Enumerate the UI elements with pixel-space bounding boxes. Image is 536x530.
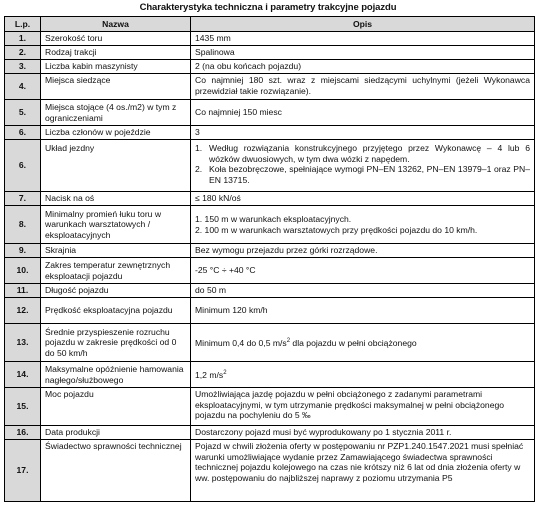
row-number: 4. bbox=[5, 74, 41, 100]
table-row bbox=[5, 46, 535, 60]
deceleration-exponent: 2 bbox=[223, 370, 227, 377]
row-description: Dostarczony pojazd musi być wyprodukowany po 1 stycznia 2011 r. bbox=[191, 426, 535, 440]
row-number: 13. bbox=[5, 324, 41, 362]
table-row bbox=[5, 126, 535, 140]
row-description: 2 (na obu końcach pojazdu) bbox=[191, 60, 535, 74]
acceleration-exponent: 2 bbox=[286, 338, 291, 345]
row-description: 1435 mm bbox=[191, 32, 535, 46]
row-name: Szerokość toru bbox=[41, 32, 191, 46]
table-title: Charakterystyka techniczna i parametry trakcyjne pojazdu bbox=[139, 2, 397, 13]
row-name: Nacisk na oś bbox=[41, 192, 191, 206]
acceleration-suffix: dla pojazdu w pełni obciążonego bbox=[290, 338, 417, 349]
row-description: ≤ 180 kN/oś bbox=[191, 192, 535, 206]
table-row bbox=[5, 426, 535, 440]
row-description: Minimum 120 km/h bbox=[191, 298, 535, 324]
table-row bbox=[5, 440, 535, 502]
list-item-text: Koła bezobręczowe, spełniające wymogi PN–EN 13262, PN–EN 13979–1 oraz PN–EN 13715. bbox=[209, 164, 530, 185]
radius-line: 1. 150 m w warunkach eksploatacyjnych. bbox=[195, 213, 352, 224]
row-name: Minimalny promień łuku toru w warunkach warsztatowych / eksploatacyjnych bbox=[41, 206, 191, 244]
row-name: Świadectwo sprawności technicznej bbox=[41, 440, 191, 502]
table-row bbox=[5, 258, 535, 284]
row-number: 6. bbox=[5, 140, 41, 192]
header-row bbox=[5, 17, 535, 32]
row-name: Liczba członów w pojeździe bbox=[41, 126, 191, 140]
table-row bbox=[5, 324, 535, 362]
row-name: Zakres temperatur zewnętrznych eksploatacji pojazdu bbox=[41, 258, 191, 284]
header-lp: L.p. bbox=[5, 17, 41, 32]
table-row bbox=[5, 60, 535, 74]
row-name: Skrajnia bbox=[41, 244, 191, 258]
row-description: Co najmniej 180 szt. wraz z miejscami siedzącymi uchylnymi (jeżeli Wykonawca przewidział takie rozwiązanie). bbox=[191, 74, 535, 100]
spec-table bbox=[4, 16, 535, 502]
table-row bbox=[5, 284, 535, 298]
row-number: 12. bbox=[5, 298, 41, 324]
row-name: Miejsca siedzące bbox=[41, 74, 191, 100]
list-item-number: 1. bbox=[195, 143, 203, 153]
row-description: Spalinowa bbox=[191, 46, 535, 60]
table-row bbox=[5, 206, 535, 244]
row-number: 5. bbox=[5, 100, 41, 126]
list-item-number: 2. bbox=[195, 164, 203, 175]
row-description bbox=[191, 324, 535, 362]
table-row bbox=[5, 74, 535, 100]
row-name: Długość pojazdu bbox=[41, 284, 191, 298]
list-item bbox=[195, 143, 530, 164]
row-description: Bez wymogu przejazdu przez górki rozrządowe. bbox=[191, 244, 535, 258]
row-name: Moc pojazdu bbox=[41, 388, 191, 426]
row-name: Średnie przyspieszenie rozruchu pojazdu w zakresie prędkości od 0 do 50 km/h bbox=[41, 324, 191, 362]
row-name: Data produkcji bbox=[41, 426, 191, 440]
row-number: 6. bbox=[5, 126, 41, 140]
table-row bbox=[5, 362, 535, 388]
row-number: 7. bbox=[5, 192, 41, 206]
header-nazwa: Nazwa bbox=[41, 17, 191, 32]
row-name: Maksymalne opóźnienie hamowania nagłego/służbowego bbox=[41, 362, 191, 388]
radius-line: 2. 100 m w warunkach warsztatowych przy prędkości pojazdu do 10 km/h. bbox=[195, 224, 478, 235]
row-name: Prędkość eksploatacyjna pojazdu bbox=[41, 298, 191, 324]
row-name: Liczba kabin maszynisty bbox=[41, 60, 191, 74]
row-description: Umożliwiająca jazdę pojazdu w pełni obciążonego z zadanymi parametrami eksploatacyjnymi, w tym utrzymanie prędkości maksymalnej w pełni obciążonego pojazdu na pochyleniu do 5 ‰ bbox=[191, 388, 535, 426]
row-description: Co najmniej 150 miesc bbox=[191, 100, 535, 126]
row-description bbox=[191, 140, 535, 192]
row-number: 3. bbox=[5, 60, 41, 74]
table-row bbox=[5, 100, 535, 126]
row-name: Układ jezdny bbox=[41, 140, 191, 192]
row-number: 1. bbox=[5, 32, 41, 46]
row-number: 11. bbox=[5, 284, 41, 298]
deceleration-value: 1,2 m/s bbox=[195, 370, 224, 381]
row-number: 16. bbox=[5, 426, 41, 440]
table-row bbox=[5, 244, 535, 258]
row-description bbox=[191, 362, 535, 388]
row-description: 3 bbox=[191, 126, 535, 140]
row-number: 2. bbox=[5, 46, 41, 60]
row-number: 17. bbox=[5, 440, 41, 502]
wheelset-list bbox=[195, 143, 530, 185]
row-number: 15. bbox=[5, 388, 41, 426]
table-row bbox=[5, 32, 535, 46]
row-description bbox=[191, 206, 535, 244]
table-row bbox=[5, 140, 535, 192]
row-name: Miejsca stojące (4 os./m2) w tym z ograniczeniami bbox=[41, 100, 191, 126]
row-number: 14. bbox=[5, 362, 41, 388]
table-row bbox=[5, 388, 535, 426]
row-number: 8. bbox=[5, 206, 41, 244]
row-description: do 50 m bbox=[191, 284, 535, 298]
acceleration-value: Minimum 0,4 do 0,5 m/s bbox=[195, 338, 287, 349]
row-name: Rodzaj trakcji bbox=[41, 46, 191, 60]
header-opis: Opis bbox=[191, 17, 535, 32]
table-row bbox=[5, 192, 535, 206]
row-number: 9. bbox=[5, 244, 41, 258]
list-item bbox=[195, 164, 530, 185]
row-description: -25 °C ÷ +40 °C bbox=[191, 258, 535, 284]
table-row bbox=[5, 298, 535, 324]
row-description: Pojazd w chwili złożenia oferty w postępowaniu nr PZP1.240.1547.2021 musi spełniać warunki umożliwiające wydanie przez Zamawiającego świadectwa sprawności technicznej pojazdu kolejowego na czas nie krótszy niż 6 lat od dnia złożenia oferty w ww. postępowaniu do najbliższej naprawy z poziomu utrzymania P5 bbox=[191, 440, 535, 502]
row-number: 10. bbox=[5, 258, 41, 284]
list-item-text: Według rozwiązania konstrukcyjnego przyjętego przez Wykonawcę – 4 lub 6 wózków dwuosiowych, w tym dwa wózki z napędem. bbox=[209, 143, 530, 164]
